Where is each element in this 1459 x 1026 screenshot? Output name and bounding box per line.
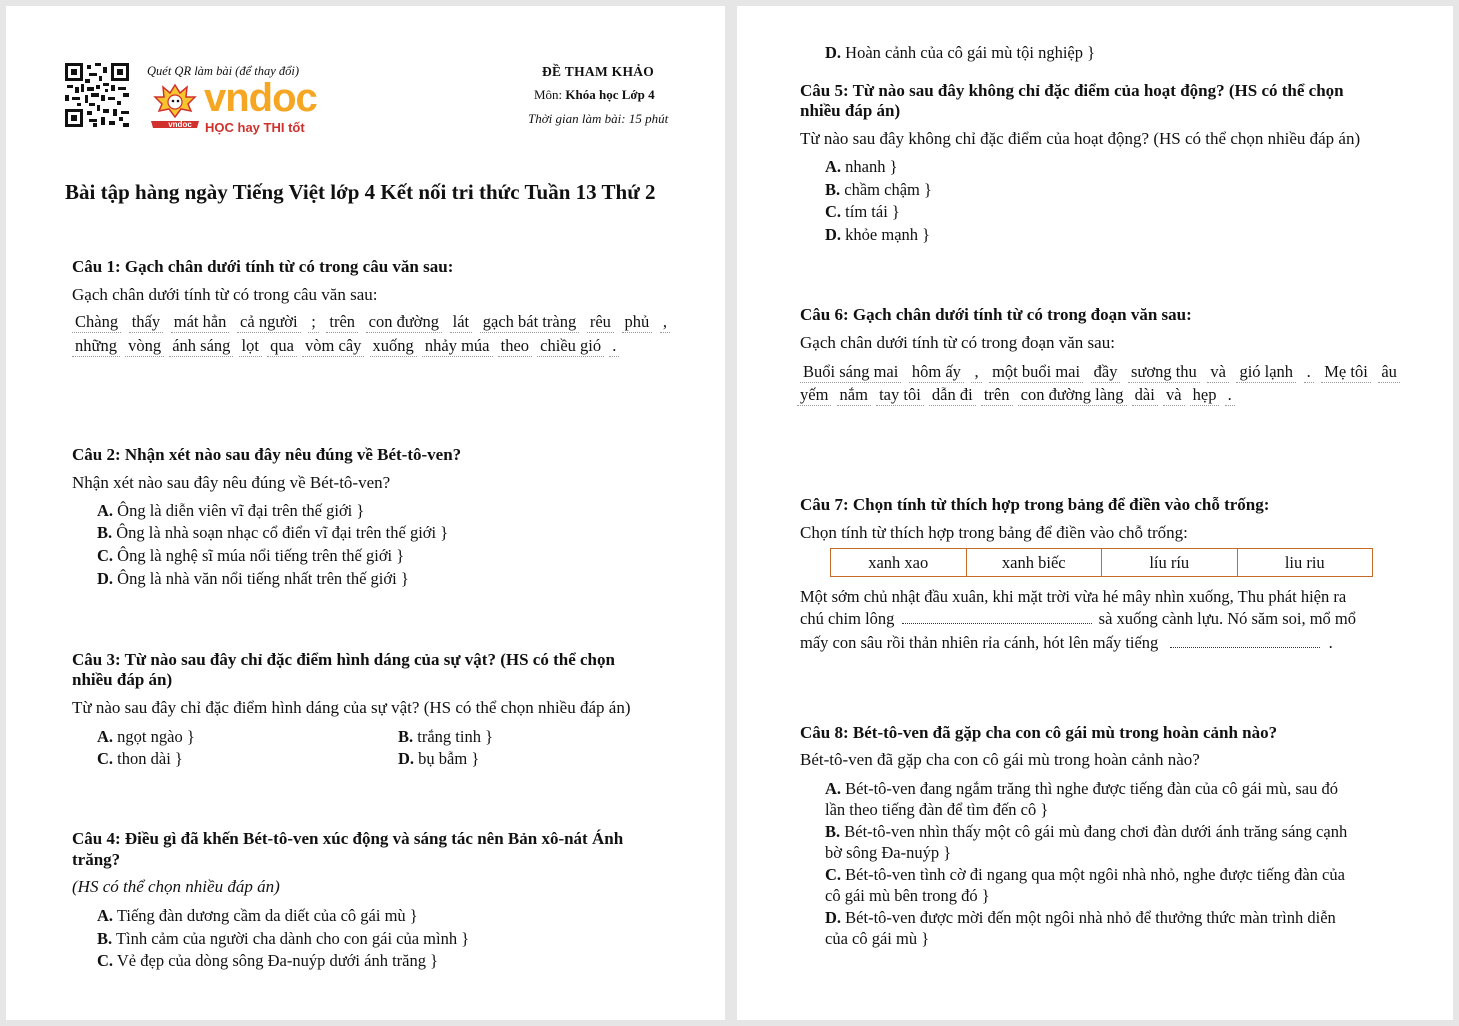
q3-option-a[interactable] xyxy=(97,726,195,748)
word-option[interactable]: nắm xyxy=(837,385,871,406)
word-option[interactable]: yếm xyxy=(797,385,831,406)
option-text: Ông là diễn viên vĩ đại trên thế giới } xyxy=(117,501,365,520)
q7-title: Câu 7: Chọn tính từ thích hợp trong bảng để điền vào chỗ trống: xyxy=(800,495,1270,514)
word-option[interactable]: lọt xyxy=(239,336,262,357)
q8-option-c[interactable] xyxy=(825,864,1345,906)
page-title: Bài tập hàng ngày Tiếng Việt lớp 4 Kết nối tri thức Tuần 13 Thứ 2 xyxy=(65,180,656,204)
word-option[interactable]: và xyxy=(1207,362,1229,383)
q4-option-c[interactable] xyxy=(97,950,438,972)
page-left xyxy=(6,6,725,1020)
subject-line xyxy=(534,87,655,103)
q2-option-c[interactable] xyxy=(97,545,404,567)
q5-title-2: nhiều đáp án) xyxy=(800,101,901,120)
word-option[interactable]: rêu xyxy=(587,312,614,333)
word-option[interactable]: sương thu xyxy=(1128,362,1200,383)
q8-title: Câu 8: Bét-tô-ven đã gặp cha con cô gái mù trong hoàn cảnh nào? xyxy=(800,723,1278,742)
word-option[interactable]: Buổi sáng mai xyxy=(800,362,901,383)
word-option[interactable]: dẫn đi xyxy=(929,385,976,406)
q4-option-d[interactable] xyxy=(825,42,1095,64)
option-letter: A. xyxy=(825,157,842,176)
option-text: nhanh } xyxy=(845,157,898,176)
option-text: ngọt ngào } xyxy=(117,727,195,746)
option-text: Hoàn cảnh của cô gái mù tội nghiệp } xyxy=(845,43,1096,62)
word-option[interactable]: . xyxy=(609,336,619,357)
word-option[interactable]: hôm ấy xyxy=(909,362,964,383)
option-letter: C. xyxy=(825,865,842,884)
doc-type: ĐỀ THAM KHẢO xyxy=(542,64,655,79)
option-line-2: của cô gái mù } xyxy=(825,929,930,948)
q5-option-d[interactable] xyxy=(825,224,930,246)
q2-title: Câu 2: Nhận xét nào sau đây nêu đúng về Bét-tô-ven? xyxy=(72,445,462,464)
word-option[interactable]: vòm cây xyxy=(302,336,364,357)
q8-option-d[interactable] xyxy=(825,907,1336,949)
q8-prompt: Bét-tô-ven đã gặp cha con cô gái mù trong hoàn cảnh nào? xyxy=(800,750,1200,769)
q2-option-d[interactable] xyxy=(97,568,409,590)
option-text: Vẻ đẹp của dòng sông Đa-nuýp dưới ánh trăng } xyxy=(116,951,439,970)
q6-line1 xyxy=(800,362,1400,383)
q8-option-a[interactable] xyxy=(825,778,1338,820)
option-line-1 xyxy=(825,864,1345,885)
page-right xyxy=(737,6,1453,1020)
q7-passage-2a: chú chim lông xyxy=(800,609,895,628)
word-option[interactable]: , xyxy=(660,312,670,333)
q6-prompt: Gạch chân dưới tính từ có trong đoạn văn sau: xyxy=(800,333,1115,352)
option-text: Ông là nhà soạn nhạc cổ điển vĩ đại trên thế giới } xyxy=(116,523,449,542)
qr-code[interactable] xyxy=(65,63,129,127)
option-text: Ông là nghệ sĩ múa nổi tiếng trên thế giới } xyxy=(117,546,405,565)
q7-passage-3b: . xyxy=(1328,633,1333,652)
option-letter: C. xyxy=(825,202,842,221)
word-option[interactable]: lát xyxy=(450,312,473,333)
option-letter: C. xyxy=(97,546,114,565)
q3-prompt: Từ nào sau đây chỉ đặc điểm hình dáng của sự vật? (HS có thể chọn nhiều đáp án) xyxy=(72,698,631,717)
word-option[interactable]: . xyxy=(1225,385,1235,406)
q5-option-b[interactable] xyxy=(825,179,932,201)
word-option[interactable]: ; xyxy=(308,312,319,333)
q2-prompt: Nhận xét nào sau đây nêu đúng về Bét-tô-ven? xyxy=(72,473,391,492)
option-text: trắng tinh } xyxy=(417,727,494,746)
q5-prompt: Từ nào sau đây không chỉ đặc điểm của hoạt động? (HS có thể chọn nhiều đáp án) xyxy=(800,129,1361,148)
word-option[interactable]: dài xyxy=(1132,385,1158,406)
option-letter: D. xyxy=(398,749,415,768)
word-option[interactable]: ánh sáng xyxy=(169,336,233,357)
q1-line1 xyxy=(72,312,670,333)
option-line-1 xyxy=(825,778,1338,799)
q1-line2 xyxy=(72,336,620,357)
q3-title-1: Câu 3: Từ nào sau đây chỉ đặc điểm hình dáng của sự vật? (HS có thể chọn xyxy=(72,650,615,669)
q3-title-2: nhiều đáp án) xyxy=(72,670,173,689)
q2-option-b[interactable] xyxy=(97,522,448,544)
word-option[interactable]: mát hẳn xyxy=(171,312,230,333)
option-letter: B. xyxy=(825,822,841,841)
word-option[interactable]: gạch bát tràng xyxy=(480,312,579,333)
option-letter: C. xyxy=(97,749,114,768)
q2-option-a[interactable] xyxy=(97,500,364,522)
choice-cell[interactable]: líu ríu xyxy=(1102,549,1238,577)
word-option[interactable]: gió lạnh xyxy=(1236,362,1296,383)
option-text: thon dài } xyxy=(117,749,183,768)
word-option[interactable]: xuống xyxy=(370,336,417,357)
word-option[interactable]: vòng xyxy=(125,336,164,357)
option-letter: B. xyxy=(398,727,414,746)
q6-title: Câu 6: Gạch chân dưới tính từ có trong đoạn văn sau: xyxy=(800,305,1192,324)
q7-passage-2b: sà xuống cành lựu. Nó săm soi, mổ mổ xyxy=(1098,609,1356,628)
option-text: Bét-tô-ven nhìn thấy một cô gái mù đang chơi đàn dưới ánh trăng sáng cạnh xyxy=(844,822,1348,841)
brand-tagline xyxy=(205,120,305,135)
word-option[interactable]: trên xyxy=(981,385,1013,406)
word-option[interactable]: con đường xyxy=(366,312,442,333)
option-text: tím tái } xyxy=(845,202,900,221)
q7-choice-table xyxy=(830,548,1373,577)
option-text: Bét-tô-ven được mời đến một ngôi nhà nhỏ để thưởng thức màn trình diễn xyxy=(845,908,1336,927)
word-option[interactable]: Mẹ tôi xyxy=(1321,362,1371,383)
q7-passage-1: Một sớm chủ nhật đầu xuân, khi mặt trời vừa hé mây nhìn xuống, Thu phát hiện ra xyxy=(800,587,1347,606)
blank-field-2[interactable] xyxy=(1170,647,1320,648)
blank-field-1[interactable] xyxy=(902,623,1092,624)
qr-caption: Quét QR làm bài (để thay đổi) xyxy=(147,64,300,78)
brand-tagline-1: HỌC hay xyxy=(205,120,260,135)
option-letter: D. xyxy=(825,43,842,62)
word-option[interactable]: theo xyxy=(498,336,532,357)
word-option[interactable]: qua xyxy=(267,336,297,357)
word-option[interactable]: nhảy múa xyxy=(422,336,493,357)
option-letter: A. xyxy=(825,779,842,798)
time-label: Thời gian làm bài: 15 phút xyxy=(528,111,669,126)
option-text: Bét-tô-ven đang ngắm trăng thì nghe được tiếng đàn của cô gái mù, sau đó xyxy=(845,779,1338,798)
word-option[interactable]: hẹp xyxy=(1190,385,1220,406)
q5-title-1: Câu 5: Từ nào sau đây không chỉ đặc điểm của hoạt động? (HS có thể chọn xyxy=(800,81,1344,100)
q7-passage-3 xyxy=(800,632,1333,653)
option-text: Tình cảm của người cha dành cho con gái của mình } xyxy=(115,929,470,948)
option-letter: A. xyxy=(97,501,114,520)
q3-option-b[interactable] xyxy=(398,726,493,748)
option-line-2: bờ sông Đa-nuýp } xyxy=(825,843,952,862)
q1-title: Câu 1: Gạch chân dưới tính từ có trong câu văn sau: xyxy=(72,257,454,276)
option-letter: D. xyxy=(825,225,842,244)
word-option[interactable]: cả người xyxy=(237,312,301,333)
q6-line2 xyxy=(797,385,1236,406)
brand-tagline-2: THI tốt xyxy=(263,120,305,135)
q3-option-d[interactable] xyxy=(398,748,479,770)
word-option[interactable]: những xyxy=(72,336,120,357)
option-letter: B. xyxy=(825,180,841,199)
q4-title-2: trăng? xyxy=(72,850,121,869)
brand-small: vndoc xyxy=(168,120,192,129)
option-line-2: cô gái mù bên trong đó } xyxy=(825,886,990,905)
q4-title-1: Câu 4: Điều gì đã khến Bét-tô-ven xúc động và sáng tác nên Bản xô-nát Ánh xyxy=(72,829,624,848)
option-line-1 xyxy=(825,907,1336,928)
choice-cell[interactable]: xanh biếc xyxy=(966,549,1102,577)
q5-option-a[interactable] xyxy=(825,156,898,178)
choice-cell[interactable]: xanh xao xyxy=(831,549,967,577)
q7-passage-2 xyxy=(800,608,1356,629)
option-letter: D. xyxy=(97,569,114,588)
word-option[interactable]: phủ xyxy=(622,312,653,333)
option-line-1 xyxy=(825,821,1347,842)
option-letter: A. xyxy=(97,727,114,746)
word-option[interactable]: âu xyxy=(1378,362,1400,383)
option-text: Bét-tô-ven tình cờ đi ngang qua một ngôi nhà nhỏ, nghe được tiếng đàn của xyxy=(845,865,1345,884)
subject-label: Môn: xyxy=(534,87,566,102)
option-line-2: lần theo tiếng đàn để tìm đến cô } xyxy=(825,800,1049,819)
word-option[interactable]: . xyxy=(1304,362,1314,383)
option-letter: C. xyxy=(97,951,114,970)
word-option[interactable]: tay tôi xyxy=(876,385,924,406)
word-option[interactable]: chiều gió xyxy=(537,336,604,357)
option-letter: B. xyxy=(97,929,113,948)
word-option[interactable]: và xyxy=(1163,385,1185,406)
word-option[interactable]: trên xyxy=(326,312,358,333)
q4-option-b[interactable] xyxy=(97,928,469,950)
word-option[interactable]: một buổi mai xyxy=(989,362,1083,383)
option-text: Tiếng đàn dương cầm da diết của cô gái mù } xyxy=(116,906,418,925)
option-letter: A. xyxy=(97,906,114,925)
option-text: Ông là nhà văn nổi tiếng nhất trên thế giới } xyxy=(117,569,409,588)
q4-option-a[interactable] xyxy=(97,905,418,927)
q4-note: (HS có thể chọn nhiều đáp án) xyxy=(72,877,280,896)
brand-name: vndoc xyxy=(204,76,317,120)
q3-option-c[interactable] xyxy=(97,748,183,770)
word-option[interactable]: con đường làng xyxy=(1018,385,1127,406)
word-option[interactable]: , xyxy=(971,362,981,383)
option-text: chầm chậm } xyxy=(844,180,932,199)
option-text: khỏe mạnh } xyxy=(845,225,931,244)
option-letter: B. xyxy=(97,523,113,542)
q7-passage-3a: mấy con sâu rồi thản nhiên rỉa cánh, hót lên mấy tiếng xyxy=(800,633,1159,652)
word-option[interactable]: đầy xyxy=(1091,362,1121,383)
q5-option-c[interactable] xyxy=(825,201,900,223)
word-option[interactable]: thấy xyxy=(129,312,163,333)
option-text: bụ bẫm } xyxy=(418,749,480,768)
q1-prompt: Gạch chân dưới tính từ có trong câu văn sau: xyxy=(72,285,378,304)
word-option[interactable]: Chàng xyxy=(72,312,121,333)
q7-prompt: Chọn tính từ thích hợp trong bảng để điền vào chỗ trống: xyxy=(800,523,1188,542)
q8-option-b[interactable] xyxy=(825,821,1347,863)
choice-cell[interactable]: liu riu xyxy=(1237,549,1373,577)
option-letter: D. xyxy=(825,908,842,927)
subject-value: Khóa học Lớp 4 xyxy=(565,87,655,102)
